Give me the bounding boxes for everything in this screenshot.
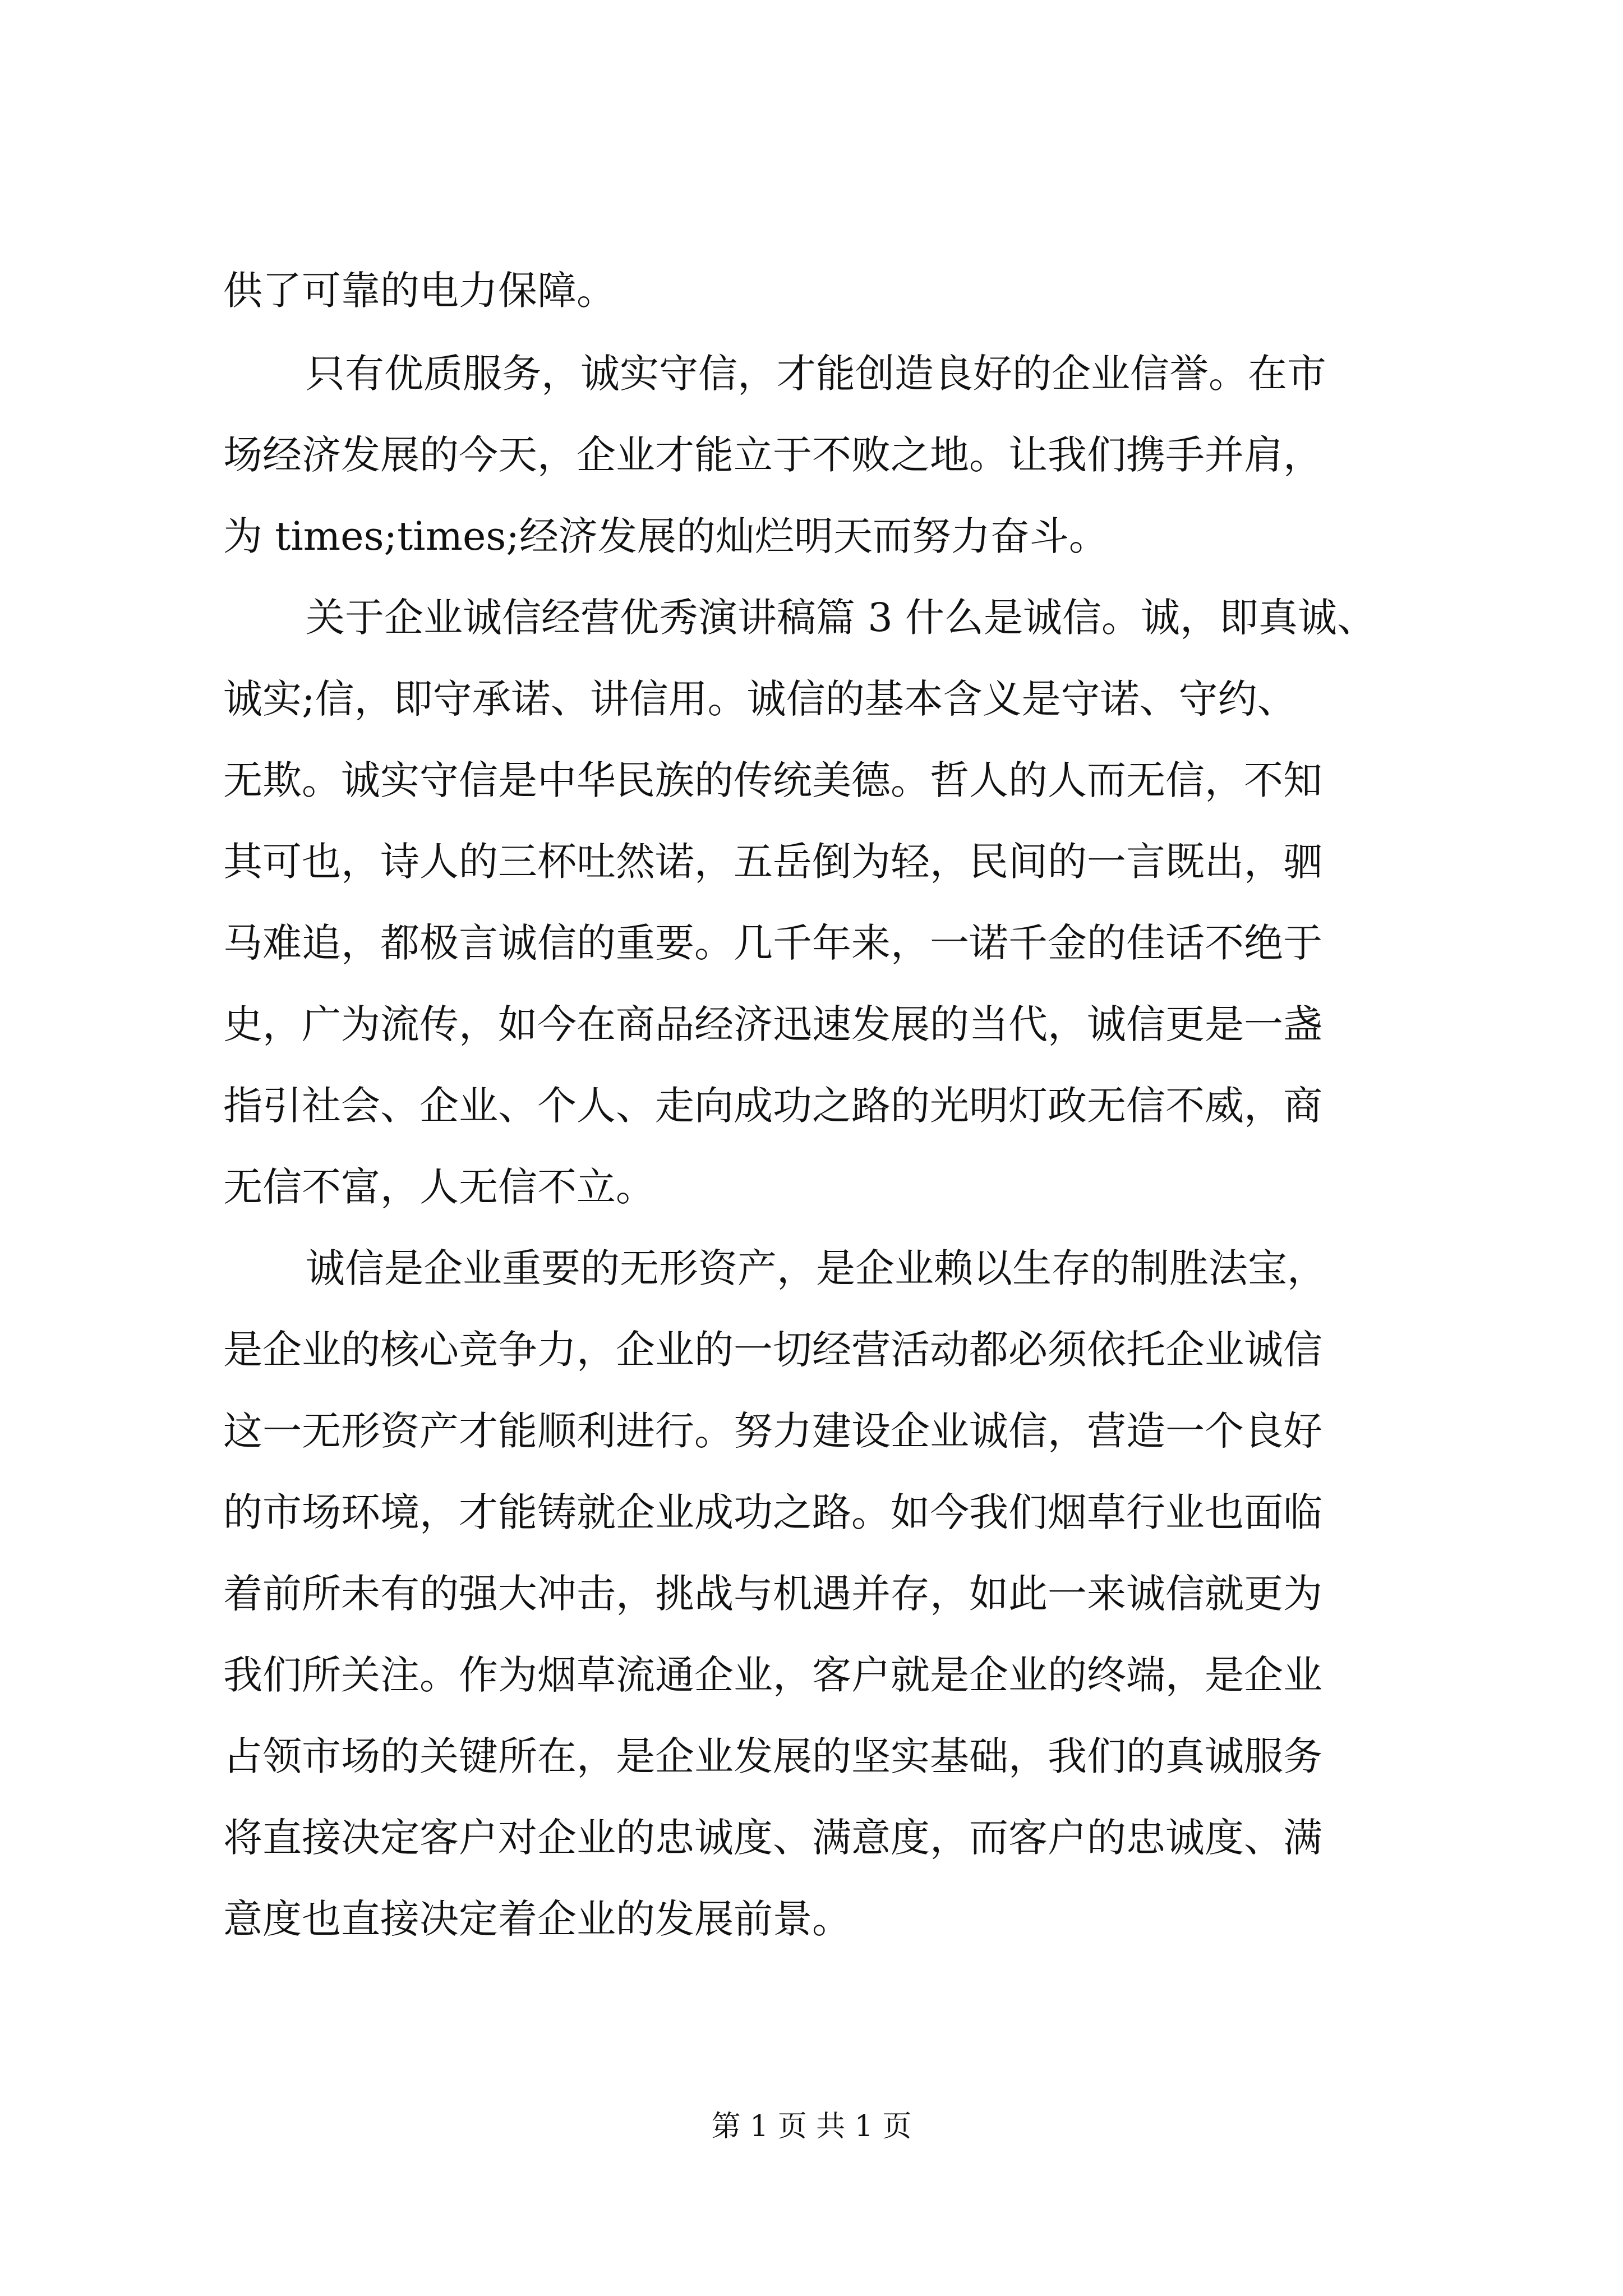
paragraph-line: 为 times;times;经济发展的灿烂明天而努力奋斗。 [223, 513, 1108, 559]
paragraph-line: 史，广为流传，如今在商品经济迅速发展的当代，诚信更是一盏 [223, 1001, 1322, 1047]
paragraph-line: 其可也，诗人的三杯吐然诺，五岳倒为轻，民间的一言既出，驷 [223, 839, 1322, 885]
paragraph-line: 我们所关注。作为烟草流通企业，客户就是企业的终端，是企业 [223, 1652, 1322, 1698]
paragraph-line: 是企业的核心竞争力，企业的一切经营活动都必须依托企业诚信 [223, 1327, 1322, 1373]
paragraph-line: 占领市场的关键所在，是企业发展的坚实基础，我们的真诚服务 [223, 1733, 1322, 1779]
paragraph-line: 将直接决定客户对企业的忠诚度、满意度，而客户的忠诚度、满 [223, 1815, 1322, 1861]
paragraph-line: 只有优质服务，诚实守信，才能创造良好的企业信誉。在市 [306, 351, 1326, 397]
paragraph-line: 马难追，都极言诚信的重要。几千年来，一诺千金的佳话不绝于 [223, 920, 1322, 966]
paragraph-line: 场经济发展的今天，企业才能立于不败之地。让我们携手并肩， [223, 432, 1322, 478]
paragraph-line: 关于企业诚信经营优秀演讲稿篇 3 什么是诚信。诚，即真诚、 [306, 595, 1377, 641]
paragraph-line: 无信不富，人无信不立。 [223, 1164, 655, 1210]
paragraph-line: 供了可靠的电力保障。 [223, 268, 616, 314]
paragraph-line: 诚实;信，即守承诺、讲信用。诚信的基本含义是守诺、守约、 [223, 676, 1297, 722]
paragraph-line: 诚信是企业重要的无形资产，是企业赖以生存的制胜法宝， [306, 1245, 1326, 1291]
paragraph-line: 指引社会、企业、个人、走向成功之路的光明灯政无信不威，商 [223, 1083, 1322, 1129]
paragraph-line: 着前所未有的强大冲击，挑战与机遇并存，如此一来诚信就更为 [223, 1571, 1322, 1617]
paragraph-line: 无欺。诚实守信是中华民族的传统美德。哲人的人而无信，不知 [223, 757, 1322, 803]
paragraph-line: 这一无形资产才能顺利进行。努力建设企业诚信，营造一个良好 [223, 1408, 1322, 1454]
page-number-footer: 第 1 页 共 1 页 [711, 2110, 912, 2143]
paragraph-line: 意度也直接决定着企业的发展前景。 [223, 1896, 851, 1942]
paragraph-line: 的市场环境，才能铸就企业成功之路。如今我们烟草行业也面临 [223, 1489, 1322, 1535]
